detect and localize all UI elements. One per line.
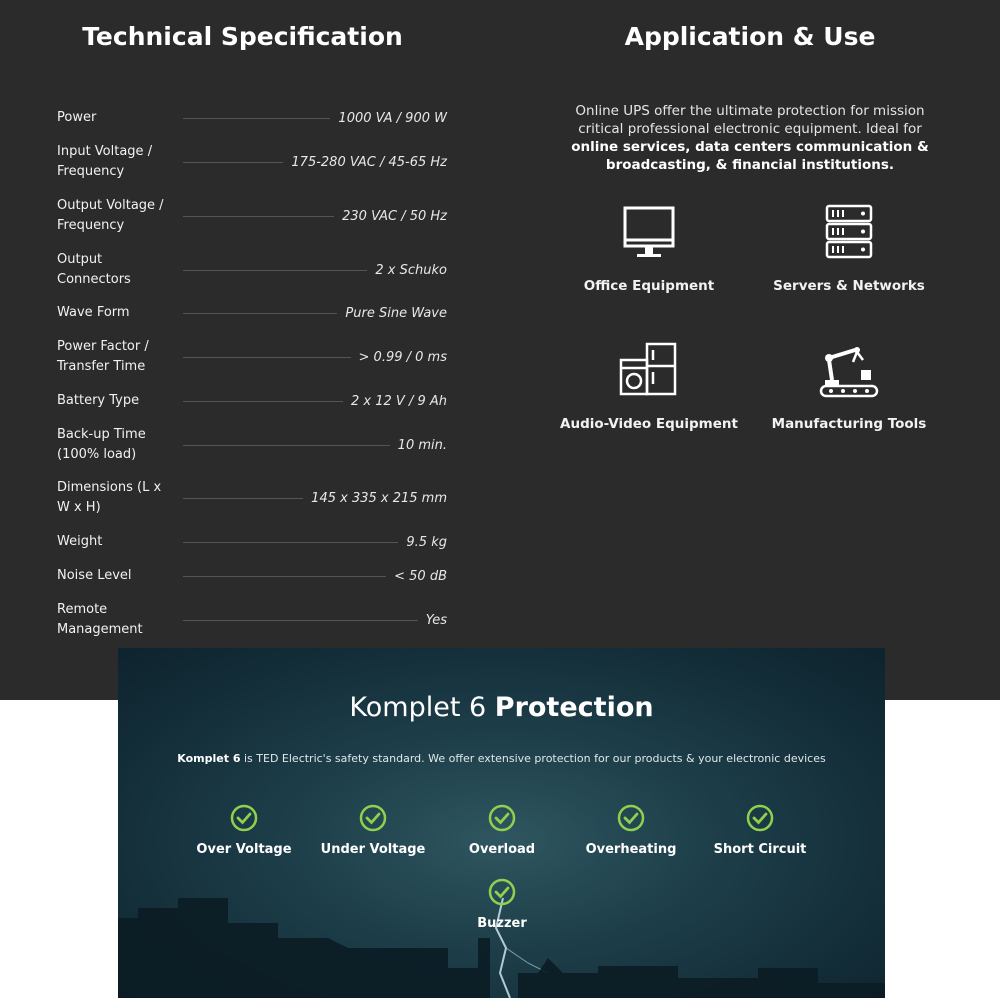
spec-value: > 0.99 / 0 ms <box>358 349 447 365</box>
spec-value: 145 x 335 x 215 mm <box>311 490 447 506</box>
spec-divider <box>183 270 367 271</box>
spec-label: Noise Level <box>57 568 132 583</box>
check-circle-icon <box>230 804 258 832</box>
spec-row <box>57 196 447 236</box>
protection-banner <box>118 648 885 998</box>
feature-overheating <box>566 804 696 857</box>
spec-label: Dimensions (L x W x H) <box>57 480 162 515</box>
protection-subtitle <box>118 752 885 765</box>
app-item-office-equipment <box>549 202 749 294</box>
application-intro <box>555 102 945 174</box>
spec-label: Power <box>57 110 97 125</box>
spec-divider <box>183 401 343 402</box>
spec-value: 230 VAC / 50 Hz <box>342 208 447 224</box>
feature-label: Overheating <box>585 842 677 857</box>
spec-divider <box>183 357 351 358</box>
spec-divider <box>183 445 390 446</box>
check-circle-icon <box>617 804 645 832</box>
spec-label: Input Voltage / Frequency <box>57 144 153 179</box>
spec-value: Pure Sine Wave <box>345 305 447 321</box>
feature-label: Overload <box>468 842 536 857</box>
spec-row <box>57 108 447 128</box>
feature-buzzer <box>437 878 567 931</box>
app-item-manufacturing-tools <box>749 340 949 432</box>
feature-label: Buzzer <box>477 916 527 931</box>
feature-label: Over Voltage <box>196 842 292 857</box>
spec-value: 10 min. <box>397 437 447 453</box>
check-circle-icon <box>488 804 516 832</box>
spec-label: Weight <box>57 534 103 549</box>
spec-value: 2 x Schuko <box>375 262 447 278</box>
protection-description: is TED Electric's safety standard. We offer extensive protection for our products & your electronic devices <box>240 752 826 765</box>
feature-overload <box>437 804 567 857</box>
application-title: Application & Use <box>624 22 876 51</box>
feature-label: Under Voltage <box>320 842 426 857</box>
appliances-icon <box>617 340 681 404</box>
app-item-label: Servers & Networks <box>773 278 925 294</box>
spec-row <box>57 478 447 518</box>
protection-title-plain: Komplet 6 <box>349 692 495 723</box>
spec-value: 2 x 12 V / 9 Ah <box>351 393 447 409</box>
app-item-label: Office Equipment <box>583 278 715 294</box>
spec-value: < 50 dB <box>394 568 447 584</box>
spec-divider <box>183 542 398 543</box>
feature-short-circuit <box>695 804 825 857</box>
spec-divider <box>183 576 386 577</box>
feature-under-voltage <box>308 804 438 857</box>
check-circle-icon <box>488 878 516 906</box>
spec-divider <box>183 313 337 314</box>
app-item-label: Manufacturing Tools <box>771 416 927 432</box>
spec-divider <box>183 118 330 119</box>
spec-divider <box>183 162 283 163</box>
feature-over-voltage <box>179 804 309 857</box>
app-item-audio-video <box>549 340 749 432</box>
spec-label: Battery Type <box>57 393 140 408</box>
spec-label: Output Voltage / Frequency <box>57 198 164 233</box>
protection-title <box>118 692 885 723</box>
spec-row <box>57 337 447 377</box>
protection-title-bold: Protection <box>494 692 654 723</box>
intro-text: Online UPS offer the ultimate protection for mission critical professional electronic equipment. Ideal for <box>575 103 925 137</box>
spec-divider <box>183 216 334 217</box>
spec-value: 9.5 kg <box>406 534 447 550</box>
spec-row <box>57 566 447 586</box>
app-item-label: Audio-Video Equipment <box>560 416 738 432</box>
protection-brand: Komplet 6 <box>177 752 241 765</box>
spec-row <box>57 303 447 323</box>
spec-label: Power Factor / Transfer Time <box>57 339 149 374</box>
spec-value: Yes <box>425 612 447 628</box>
server-rack-icon <box>817 202 881 266</box>
spec-row <box>57 532 447 552</box>
monitor-icon <box>617 202 681 266</box>
spec-row <box>57 425 447 465</box>
spec-label: Output Connectors <box>57 252 131 287</box>
spec-title: Technical Specification <box>82 22 403 51</box>
app-item-servers-networks <box>749 202 949 294</box>
check-circle-icon <box>359 804 387 832</box>
spec-row <box>57 142 447 182</box>
check-circle-icon <box>746 804 774 832</box>
spec-value: 175-280 VAC / 45-65 Hz <box>291 154 447 170</box>
spec-divider <box>183 498 303 499</box>
spec-label: Back-up Time (100% load) <box>57 427 146 462</box>
intro-highlight: online services, data centers communication & broadcasting, & financial institutions. <box>571 139 929 173</box>
spec-row <box>57 391 447 411</box>
feature-label: Short Circuit <box>713 842 807 857</box>
robot-arm-icon <box>817 340 881 404</box>
spec-divider <box>183 620 418 621</box>
spec-row <box>57 250 447 290</box>
spec-label: Wave Form <box>57 305 130 320</box>
spec-value: 1000 VA / 900 W <box>338 110 447 126</box>
spec-label: Remote Management <box>57 602 143 637</box>
spec-row <box>57 600 447 640</box>
